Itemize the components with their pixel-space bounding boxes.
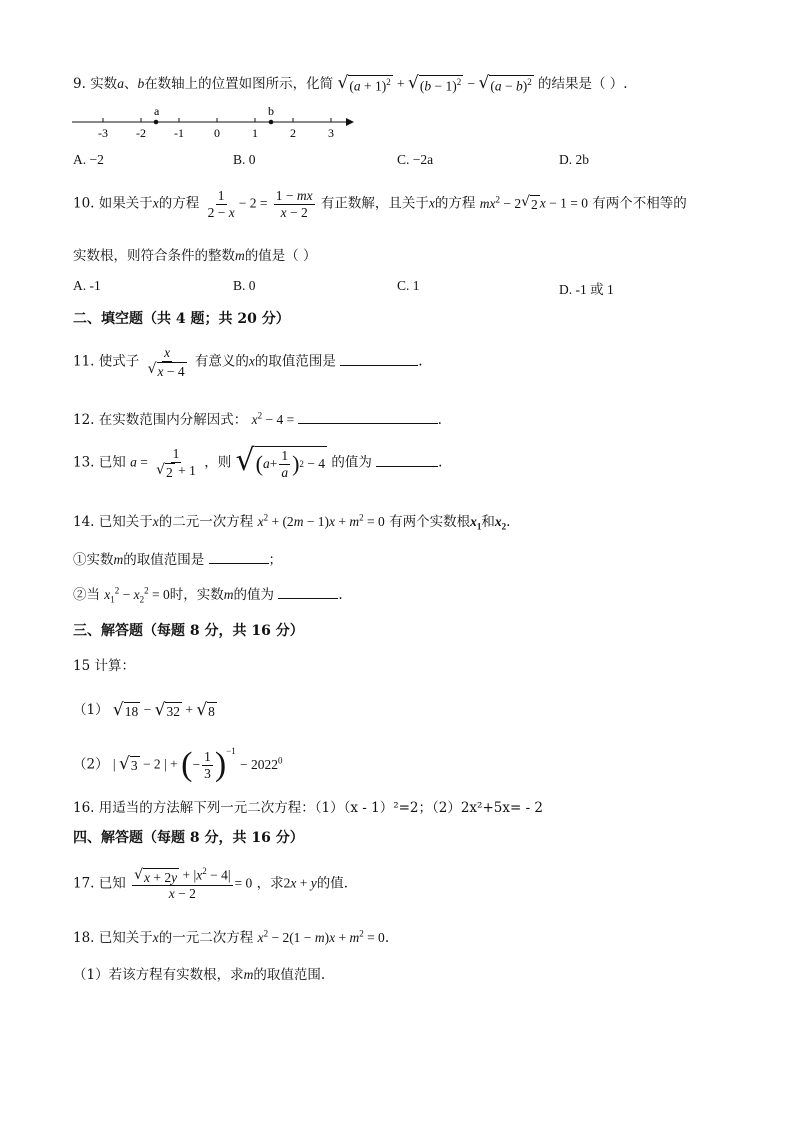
question-18: 18. 已知关于x的一元二次方程 $x^2 - 2(1 - m)x + m^2 = 0$.	[73, 928, 390, 946]
question-14: 14. 已知关于x的二元一次方程 $x^2 + (2m - 1)x + m^2 = 0$ 有两个实数根$x_1$和$x_2$.	[73, 512, 511, 532]
section-4-heading: 四、解答题（每题 8 分，共 16 分）	[73, 830, 304, 846]
question-17: 17. 已知 √ x + 2y + $|x^2 - 4|$ x − 2 = 0 ，求2x + y的值.	[73, 866, 348, 902]
sqrt-expression: √ 2	[521, 194, 538, 213]
number-line-tick-label: 0	[214, 126, 220, 140]
question-16: 16. 用适当的方法解下列一元二次方程：（1）（x - 1）²=2；（2）2x²+5x= - 2	[73, 800, 544, 816]
question-18-part-1: （1）若该方程有实数根，求m的取值范围.	[73, 967, 326, 983]
section-2-heading: 二、填空题（共 4 题；共 20 分）	[73, 311, 290, 327]
q9-option-c[interactable]: C. −2a	[397, 152, 434, 167]
number-line-tick-label: 2	[290, 126, 296, 140]
sqrt-expression: √ ( a + $\frac{1}{a}$ ) 2 − 4	[235, 443, 326, 480]
question-9: 9. 实数a、b在数轴上的位置如图所示，化简 √ $(a + 1)^2$ + √ $(b - 1)^2$ − √ $(a - b)^2$ 的结果是（ ）.	[73, 72, 628, 94]
fraction: $\frac{1}{2 - x}$	[207, 188, 235, 220]
question-13: 13. 已知 a = 1 √ 2 + 1 ，则 √ ( a + $\frac{1}{a}$ ) 2 − 4 的值为 .	[73, 443, 443, 480]
point-b-label: b	[268, 104, 274, 118]
number-line-tick-label: -1	[174, 126, 184, 140]
point-a	[154, 120, 159, 125]
number-line-tick-label: 3	[328, 126, 334, 140]
question-14-part-2: ②当 $x_1^2 - x_2^2 = 0$时，实数m的值为 .	[73, 585, 343, 605]
answer-blank[interactable]	[298, 423, 438, 424]
question-15: 15 计算：	[73, 658, 135, 674]
question-11: 11. 使式子 x √ x − 4 有意义的x的取值范围是 .	[73, 345, 423, 379]
number-line-tick-label: -3	[98, 126, 108, 140]
question-10: 10. 如果关于x的方程 $\frac{1}{2 - x}$ − 2 = $\frac{1 - mx}{x - 2}$ 有正数解，且关于x的方程 $mx^2 - 2$ √ 2 x − 1 = 0 有两个不相等的	[73, 188, 687, 220]
point-a-label: a	[154, 104, 160, 118]
question-15-part-2: （2） | √ 3 − 2 | + ( − $\frac{1}{3}$ ) $^{-1}$ − $2022^0$	[73, 746, 283, 783]
sqrt-expression: √ $(a - b)^2$	[478, 72, 532, 94]
number-line-tick-label: -2	[136, 126, 146, 140]
question-12: 12. 在实数范围内分解因式： $x^2 - 4$ = .	[73, 410, 442, 428]
answer-blank[interactable]	[376, 466, 438, 467]
q9-option-d[interactable]: D. 2b	[559, 152, 589, 167]
sqrt-expression: √ $(b - 1)^2$	[407, 72, 462, 94]
q10-option-a[interactable]: A. -1	[73, 278, 101, 293]
fraction: 1 √ 2 + 1	[156, 446, 196, 480]
answer-blank[interactable]	[209, 563, 269, 564]
answer-blank[interactable]	[340, 365, 418, 366]
number-line-tick-label: 1	[252, 126, 258, 140]
question-10-line2: 实数根，则符合条件的整数m的值是（ ）	[73, 248, 317, 264]
q9-option-a[interactable]: A. −2	[73, 152, 104, 167]
fraction: √ x + 2y + $|x^2 - 4|$ x − 2	[134, 866, 231, 902]
q10-option-b[interactable]: B. 0	[233, 278, 256, 293]
question-15-part-1: （1） √ 18 − √ 32 + √ 8	[73, 699, 215, 720]
question-14-part-1: ①实数m的取值范围是 ；	[73, 552, 283, 568]
sqrt-expression: √ $(a + 1)^2$	[337, 72, 391, 94]
point-b	[269, 120, 274, 125]
number-line	[70, 104, 360, 140]
q9-option-b[interactable]: B. 0	[233, 152, 256, 167]
fraction: x √ x − 4	[147, 345, 185, 379]
section-3-heading: 三、解答题（每题 8 分，共 16 分）	[73, 623, 304, 639]
q10-option-d[interactable]: D. -1 或 1	[559, 282, 614, 297]
q10-option-c[interactable]: C. 1	[397, 278, 420, 293]
fraction: $\frac{1 - mx}{x - 2}$	[275, 188, 313, 220]
answer-blank[interactable]	[278, 598, 338, 599]
